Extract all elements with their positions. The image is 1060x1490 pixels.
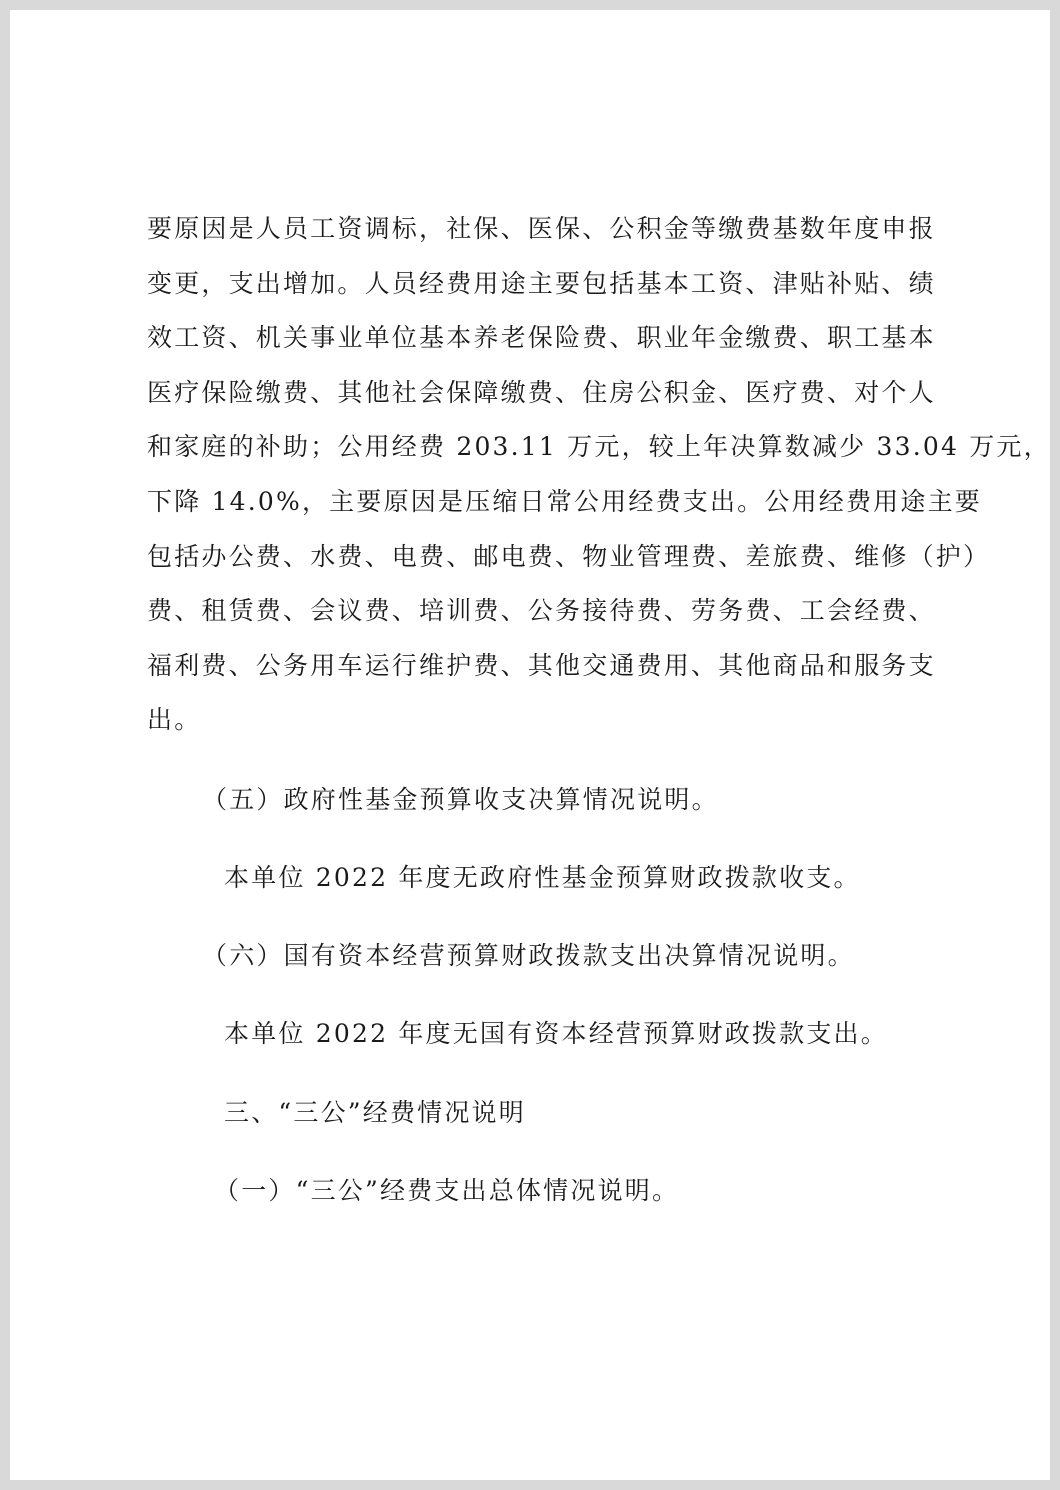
- paragraph-personnel-public-funds: [147, 202, 1051, 748]
- paragraph-line: 出。: [147, 705, 202, 735]
- paragraph-line: 包括办公费、水费、电费、邮电费、物业管理费、差旅费、维修（护）: [147, 541, 991, 571]
- paragraph-line: 效工资、机关事业单位基本养老保险费、职业年金缴费、职工基本: [147, 323, 936, 353]
- document-page: [10, 10, 1050, 1480]
- paragraph-line: 和家庭的补助；公用经费 203.11 万元，较上年决算数减少 33.04 万元，: [147, 432, 1051, 462]
- paragraph-line: 医疗保险缴费、其他社会保障缴费、住房公积金、医疗费、对个人: [147, 377, 936, 407]
- section-6-body: 本单位 2022 年度无国有资本经营预算财政拨款支出。: [224, 1019, 888, 1048]
- section-3-sub-1-heading: （一）“三公”经费支出总体情况说明。: [214, 1176, 680, 1205]
- paragraph-line: 变更，支出增加。人员经费用途主要包括基本工资、津贴补贴、绩: [147, 268, 936, 298]
- section-5-body: 本单位 2022 年度无政府性基金预算财政拨款收支。: [224, 863, 861, 892]
- paragraph-line: 费、租赁费、会议费、培训费、公务接待费、劳务费、工会经费、: [147, 596, 936, 626]
- section-5-heading: （五）政府性基金预算收支决算情况说明。: [202, 785, 719, 814]
- paragraph-line: 福利费、公务用车运行维护费、其他交通费用、其他商品和服务支: [147, 650, 936, 680]
- paragraph-line: 下降 14.0%，主要原因是压缩日常公用经费支出。公用经费用途主要: [147, 486, 982, 516]
- paragraph-line: 要原因是人员工资调标，社保、医保、公积金等缴费基数年度申报: [147, 214, 936, 243]
- section-3-heading: 三、“三公”经费情况说明: [224, 1098, 526, 1127]
- section-6-heading: （六）国有资本经营预算财政拨款支出决算情况说明。: [202, 941, 855, 970]
